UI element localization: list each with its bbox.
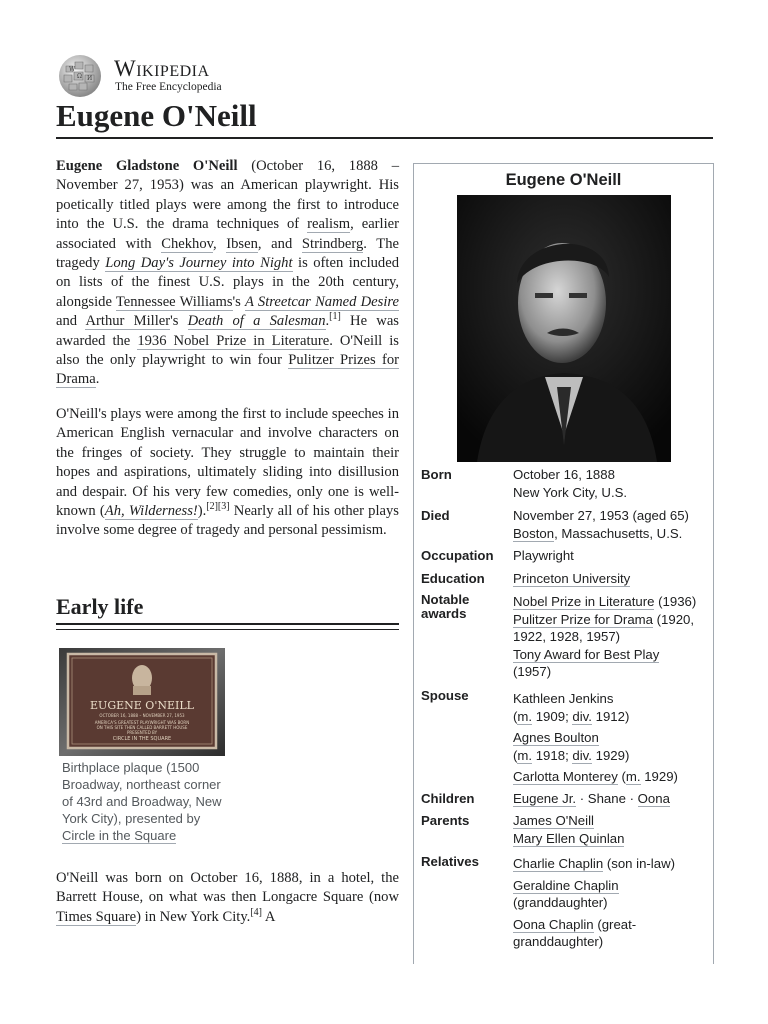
infobox-value	[513, 507, 713, 542]
text: 1929)	[640, 769, 678, 785]
link-nobel-1936[interactable]: 1936 Nobel Prize in Literature	[137, 332, 330, 349]
wikipedia-globe-icon	[56, 54, 104, 98]
reference-1[interactable]: [1]	[329, 311, 341, 323]
link-long-days-journey[interactable]: Long Day's Journey into Night	[105, 255, 293, 272]
infobox-label: Parents	[421, 813, 470, 828]
infobox-label: Children	[421, 791, 475, 806]
subject-name: Eugene Gladstone O'Neill	[56, 158, 238, 174]
plaque-line-3: PRESENTED BY	[126, 730, 158, 735]
wikipedia-wordmark: Wikipedia	[114, 56, 210, 81]
infobox-label: Born	[421, 467, 452, 482]
text: A	[262, 908, 276, 925]
text: Nearly all of his other plays involve some degree of tragedy and personal pessimism.	[56, 503, 399, 539]
married-abbr[interactable]: m.	[517, 708, 533, 724]
infobox-value	[513, 690, 713, 786]
plaque-line-4: CIRCLE IN THE SQUARE	[112, 736, 172, 742]
text: 1909;	[532, 708, 573, 724]
text: (1957)	[513, 664, 552, 680]
text: (great-granddaughter)	[513, 916, 637, 950]
infobox-value	[513, 790, 713, 808]
portrait-photo[interactable]	[457, 195, 671, 462]
text: Birthplace plaque (1500 Broadway, northeast corner of 43rd and Broadway, New York City), presented by	[62, 760, 222, 826]
wikipedia-tagline: The Free Encyclopedia	[115, 81, 222, 93]
link-geraldine-chaplin[interactable]: Geraldine Chaplin	[513, 877, 619, 893]
link-streetcar[interactable]: A Streetcar Named Desire	[245, 293, 399, 310]
text: . The tragedy	[56, 235, 399, 272]
text: (1936)	[654, 594, 697, 609]
birthplace-plaque-image[interactable]	[59, 648, 225, 756]
spouse-name	[513, 729, 713, 747]
text: 1912)	[591, 708, 630, 724]
link-tennessee-williams[interactable]: Tennessee Williams	[115, 293, 233, 310]
plaque-line-1: AMERICA'S GREATEST PLAYWRIGHT WAS BORN	[94, 720, 190, 725]
text: , and	[257, 235, 302, 252]
text: , earlier associated with	[56, 216, 399, 252]
link-boston[interactable]: Boston	[513, 525, 555, 541]
text: O'Neill was born on October 16, 1888, in a hotel, the Barrett House, on what was then Longacre Square (now	[56, 870, 399, 906]
link-times-square[interactable]: Times Square	[56, 908, 137, 925]
infobox-value	[513, 466, 713, 501]
early-life-paragraph	[56, 869, 399, 927]
svg-text:W: W	[69, 66, 76, 73]
text: (October 16, 1888 – November 27, 1953) was an American playwright. His poetically titled plays were among the first to introduce into the U.S. the drama techniques of	[56, 158, 399, 233]
link-eugene-jr[interactable]: Eugene Jr.	[513, 791, 577, 806]
relative-item	[513, 877, 713, 912]
link-james-oneill[interactable]: James O'Neill	[513, 813, 594, 828]
link-ah-wilderness[interactable]: Ah, Wilderness!	[104, 503, 198, 520]
text: 1918;	[532, 747, 573, 763]
infobox-label: Notable awards	[421, 592, 470, 621]
divorced-abbr[interactable]: div.	[572, 747, 592, 763]
infobox-label: Occupation	[421, 548, 494, 563]
text: ,	[212, 235, 227, 252]
title-divider	[56, 137, 713, 139]
text: 's	[170, 313, 188, 330]
award-item	[513, 611, 713, 646]
infobox-label: Education	[421, 571, 485, 586]
text: . O'Neill is also the only playwright to win four	[56, 332, 399, 369]
infobox-label: Died	[421, 508, 450, 523]
svg-text:Ω: Ω	[77, 73, 82, 80]
link-carlotta-monterey[interactable]: Carlotta Monterey	[513, 769, 618, 785]
section-divider	[56, 629, 399, 630]
section-heading-early-life: Early life	[56, 594, 144, 619]
text: , Massachusetts, U.S.	[554, 525, 683, 541]
text: (1920, 1922, 1928, 1957)	[513, 611, 695, 645]
link-circle-in-the-square[interactable]: Circle in the Square	[62, 828, 177, 843]
infobox-value	[513, 593, 713, 681]
died-place	[513, 525, 713, 543]
text: (granddaughter)	[513, 895, 608, 911]
infobox-value	[513, 812, 713, 847]
spouse-name: Carlotta Monterey (m. 1929)	[513, 769, 678, 785]
born-place: New York City, U.S.	[513, 484, 628, 500]
link-mary-ellen-quinlan[interactable]: Mary Ellen Quinlan	[513, 830, 625, 846]
page-title: Eugene O'Neill	[56, 98, 257, 133]
died-date: November 27, 1953 (aged 65)	[513, 508, 689, 523]
link-princeton[interactable]: Princeton University	[513, 571, 631, 586]
link-charlie-chaplin[interactable]: Charlie Chaplin	[513, 856, 604, 871]
text: .	[325, 313, 330, 330]
text: ) in New York City.	[136, 908, 251, 925]
reference-2[interactable]: [2]	[206, 501, 218, 513]
link-pulitzer-drama[interactable]: Pulitzer Prizes for Drama	[56, 352, 400, 388]
link-nobel-literature[interactable]: Nobel Prize in Literature	[513, 594, 655, 609]
married-abbr[interactable]: m.	[517, 747, 533, 763]
infobox-value: Playwright	[513, 548, 574, 563]
plaque-line-2: ON THIS SITE THEN CALLED BARRETT HOUSE	[96, 725, 188, 730]
plaque-caption	[62, 759, 226, 844]
text: · Shane ·	[576, 791, 638, 806]
link-oona[interactable]: Oona	[637, 791, 670, 806]
wikipedia-logo[interactable]	[56, 54, 256, 98]
reference-4[interactable]: [4]	[250, 906, 263, 918]
infobox-value	[513, 570, 713, 588]
link-pulitzer-drama[interactable]: Pulitzer Prize for Drama	[513, 611, 653, 627]
relative-item	[513, 855, 713, 873]
text: and	[56, 313, 86, 330]
link-chekhov[interactable]: Chekhov	[161, 235, 213, 252]
plaque-name: EUGENE O'NEILL	[90, 699, 194, 712]
award-item	[513, 646, 713, 681]
text: (son in-law)	[603, 856, 675, 871]
infobox-label: Spouse	[421, 688, 469, 703]
link-strindberg[interactable]: Strindberg	[301, 235, 364, 252]
infobox-label: Relatives	[421, 854, 479, 869]
link-ibsen[interactable]: Ibsen	[226, 235, 258, 252]
intro-paragraph-1	[56, 157, 399, 390]
award-item	[513, 593, 713, 611]
infobox	[413, 163, 714, 964]
infobox-value	[513, 855, 713, 951]
intro-paragraph-2	[56, 405, 399, 541]
section-divider	[56, 623, 399, 625]
link-agnes-boulton[interactable]: Agnes Boulton	[513, 730, 599, 746]
born-date: October 16, 1888	[513, 467, 615, 482]
text: .	[95, 371, 100, 388]
plaque-dates: OCTOBER 16, 1888 – NOVEMBER 27, 1953	[99, 713, 185, 718]
link-realism[interactable]: realism	[307, 216, 351, 233]
link-arthur-miller[interactable]: Arthur Miller	[85, 313, 171, 330]
text: He was awarded the	[56, 313, 399, 349]
reference-3[interactable]: [3]	[217, 501, 230, 513]
text: is often included on lists of the finest U.S. plays in the 20th century, alongside	[56, 255, 399, 310]
svg-text:И: И	[87, 75, 93, 82]
link-tony-award[interactable]: Tony Award for Best Play	[513, 646, 660, 662]
spouse-dates: (m. 1918; div. 1929)	[513, 747, 630, 763]
text: ).	[197, 503, 207, 520]
divorced-abbr[interactable]: div.	[572, 708, 592, 724]
text: O'Neill's plays were among the first to include speeches in American English vernacular and involve characters on the fringes of society. They struggle to maintain their hopes and aspirations, ultimately sliding into disillusion and despair. Of his very few comedies, only one is well-known (	[56, 406, 399, 520]
link-death-of-a-salesman[interactable]: Death of a Salesman	[187, 313, 326, 330]
text: 's	[232, 293, 246, 310]
relative-item	[513, 916, 713, 951]
married-abbr[interactable]: m.	[625, 769, 641, 785]
link-oona-chaplin[interactable]: Oona Chaplin	[513, 916, 594, 932]
spouse-dates: (m. 1909; div. 1912)	[513, 708, 630, 724]
text: 1929)	[591, 747, 630, 763]
infobox-title: Eugene O'Neill	[505, 171, 622, 189]
spouse-name: Kathleen Jenkins	[513, 691, 614, 706]
